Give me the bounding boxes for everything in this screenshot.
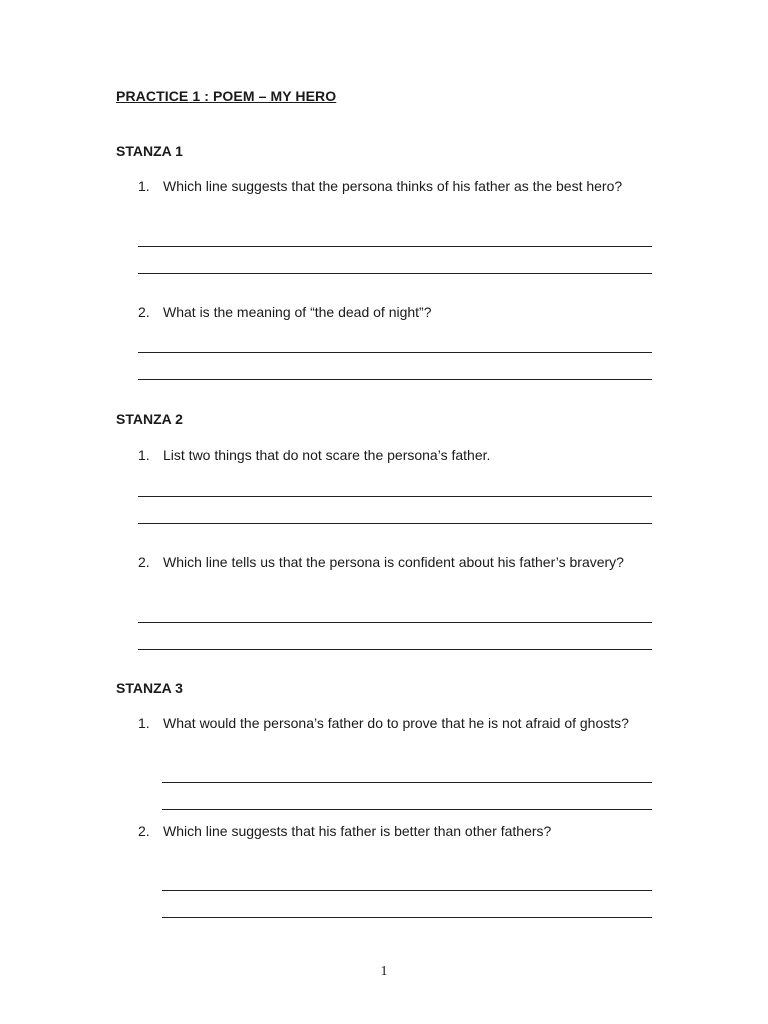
answer-line[interactable]: [138, 352, 652, 353]
question-text: Which line tells us that the persona is confident about his father’s bravery?: [163, 554, 624, 570]
stanza-3-question-2: [138, 822, 652, 841]
stanza-3-heading: STANZA 3: [116, 680, 183, 696]
page-number: 1: [380, 964, 388, 979]
answer-line[interactable]: [138, 246, 652, 247]
answer-line[interactable]: [138, 649, 652, 650]
answer-line[interactable]: [138, 622, 652, 623]
answer-line[interactable]: [162, 917, 652, 918]
question-text: List two things that do not scare the persona’s father.: [163, 447, 491, 463]
answer-line[interactable]: [138, 496, 652, 497]
question-number: 2.: [138, 304, 150, 320]
stanza-2-question-2: [138, 553, 652, 572]
answer-line[interactable]: [138, 379, 652, 380]
question-text: What is the meaning of “the dead of night”?: [163, 304, 432, 320]
question-number: 1.: [138, 715, 150, 731]
worksheet-title: PRACTICE 1 : POEM – MY HERO: [116, 88, 337, 104]
answer-line[interactable]: [138, 273, 652, 274]
stanza-1-question-2: [138, 303, 652, 322]
answer-line[interactable]: [162, 890, 652, 891]
question-number: 2.: [138, 823, 150, 839]
question-text: Which line suggests that the persona thinks of his father as the best hero?: [163, 178, 623, 194]
stanza-3-question-1: [138, 714, 652, 733]
question-number: 2.: [138, 554, 150, 570]
answer-line[interactable]: [138, 523, 652, 524]
stanza-2-heading: STANZA 2: [116, 411, 183, 427]
stanza-1-heading: STANZA 1: [116, 143, 183, 159]
question-number: 1.: [138, 447, 150, 463]
question-text: Which line suggests that his father is better than other fathers?: [163, 823, 552, 839]
stanza-2-question-1: [138, 446, 652, 465]
question-text: What would the persona’s father do to prove that he is not afraid of ghosts?: [163, 715, 629, 731]
stanza-1-question-1: [138, 177, 652, 196]
answer-line[interactable]: [162, 782, 652, 783]
question-number: 1.: [138, 178, 150, 194]
answer-line[interactable]: [162, 809, 652, 810]
